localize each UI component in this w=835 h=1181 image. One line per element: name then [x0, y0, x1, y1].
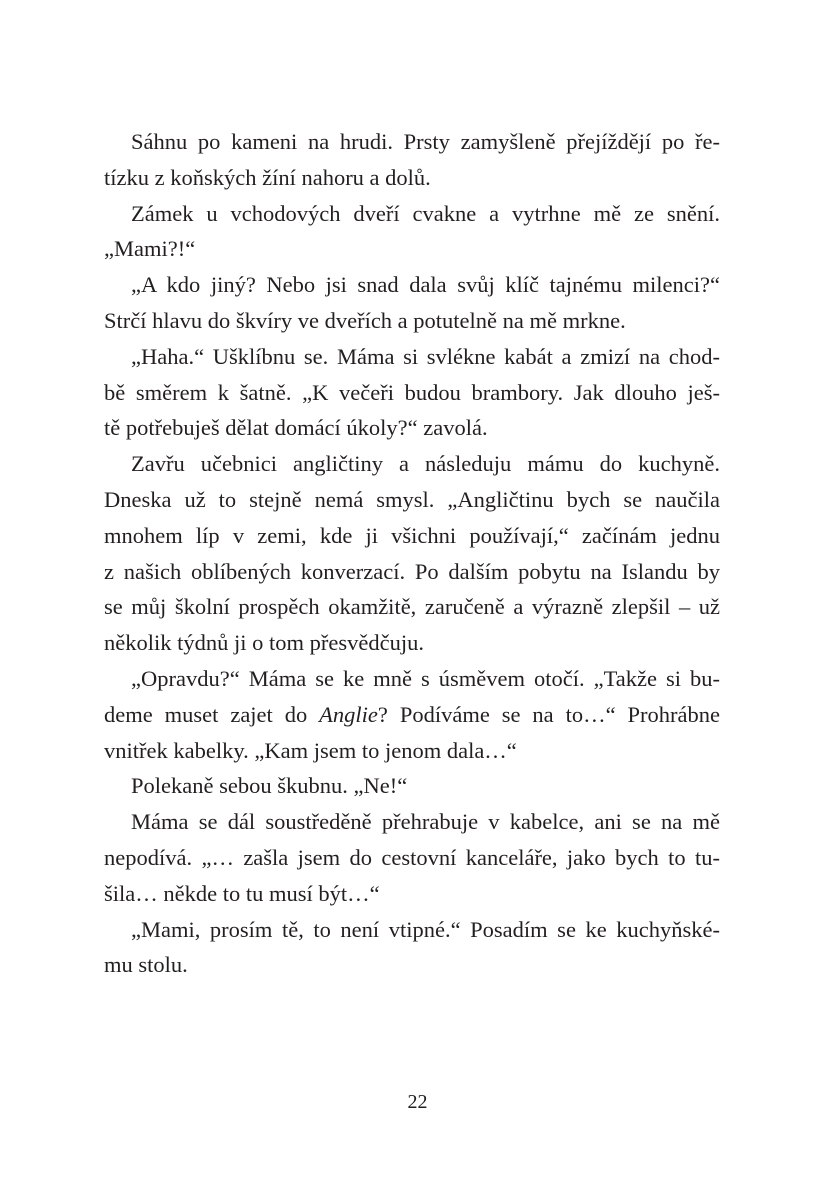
text-line: deme muset zajet do Anglie? Podíváme se na to…“ Prohrábne — [104, 701, 720, 727]
text-line: nepodívá. „… zašla jsem do cestovní kanceláře, jako bych to tu- — [104, 844, 720, 870]
text-line: Strčí hlavu do škvíry ve dveřích a potutelně na mě mrkne. — [104, 307, 626, 333]
text-line: několik týdnů ji o tom přesvědčuju. — [104, 630, 424, 656]
text-line: mu stolu. — [104, 952, 188, 978]
text-line: bě směrem k šatně. „K večeři budou brambory. Jak dlouho ješ- — [104, 379, 720, 405]
text-line: „Opravdu?“ Máma se ke mně s úsměvem otočí. „Takže si bu- — [131, 665, 720, 691]
page-number: 22 — [407, 1091, 428, 1113]
text-line: Máma se dál soustředěně přehrabuje v kabelce, ani se na mě — [131, 809, 720, 835]
text-line: tízku z koňských žíní nahoru a dolů. — [104, 164, 431, 190]
text-line: Sáhnu po kameni na hrudi. Prsty zamyšleně přejíždějí po ře- — [131, 129, 720, 154]
text-line: se můj školní prospěch okamžitě, zaručeně a výrazně zlepšil – už — [104, 594, 720, 620]
text-line: Zavřu učebnici angličtiny a následuju mámu do kuchyně. — [131, 451, 720, 477]
text-line: šila… někde to tu musí být…“ — [104, 880, 380, 906]
text-line: vnitřek kabelky. „Kam jsem to jenom dala…“ — [104, 737, 517, 763]
text-line: „A kdo jiný? Nebo jsi snad dala svůj klíč tajnému milenci?“ — [131, 272, 720, 298]
text-line: „Mami, prosím tě, to není vtipné.“ Posadím se ke kuchyňské- — [131, 916, 720, 942]
text-line: „Haha.“ Ušklíbnu se. Máma si svlékne kabát a zmizí na chod- — [131, 343, 720, 369]
body-text — [104, 124, 720, 983]
text-line: tě potřebuješ dělat domácí úkoly?“ zavolá. — [104, 415, 488, 441]
text-line: mnohem líp v zemi, kde ji všichni používají,“ začínám jednu — [104, 522, 720, 548]
text-line: Polekaně sebou škubnu. „Ne!“ — [131, 773, 408, 799]
text-line: z našich oblíbených konverzací. Po dalším pobytu na Islandu by — [104, 558, 720, 584]
text-line: Zámek u vchodových dveří cvakne a vytrhne mě ze snění. — [131, 200, 720, 226]
text-line: Dneska už to stejně nemá smysl. „Angličtinu bych se naučila — [104, 486, 720, 512]
text-line: „Mami?!“ — [104, 236, 196, 262]
